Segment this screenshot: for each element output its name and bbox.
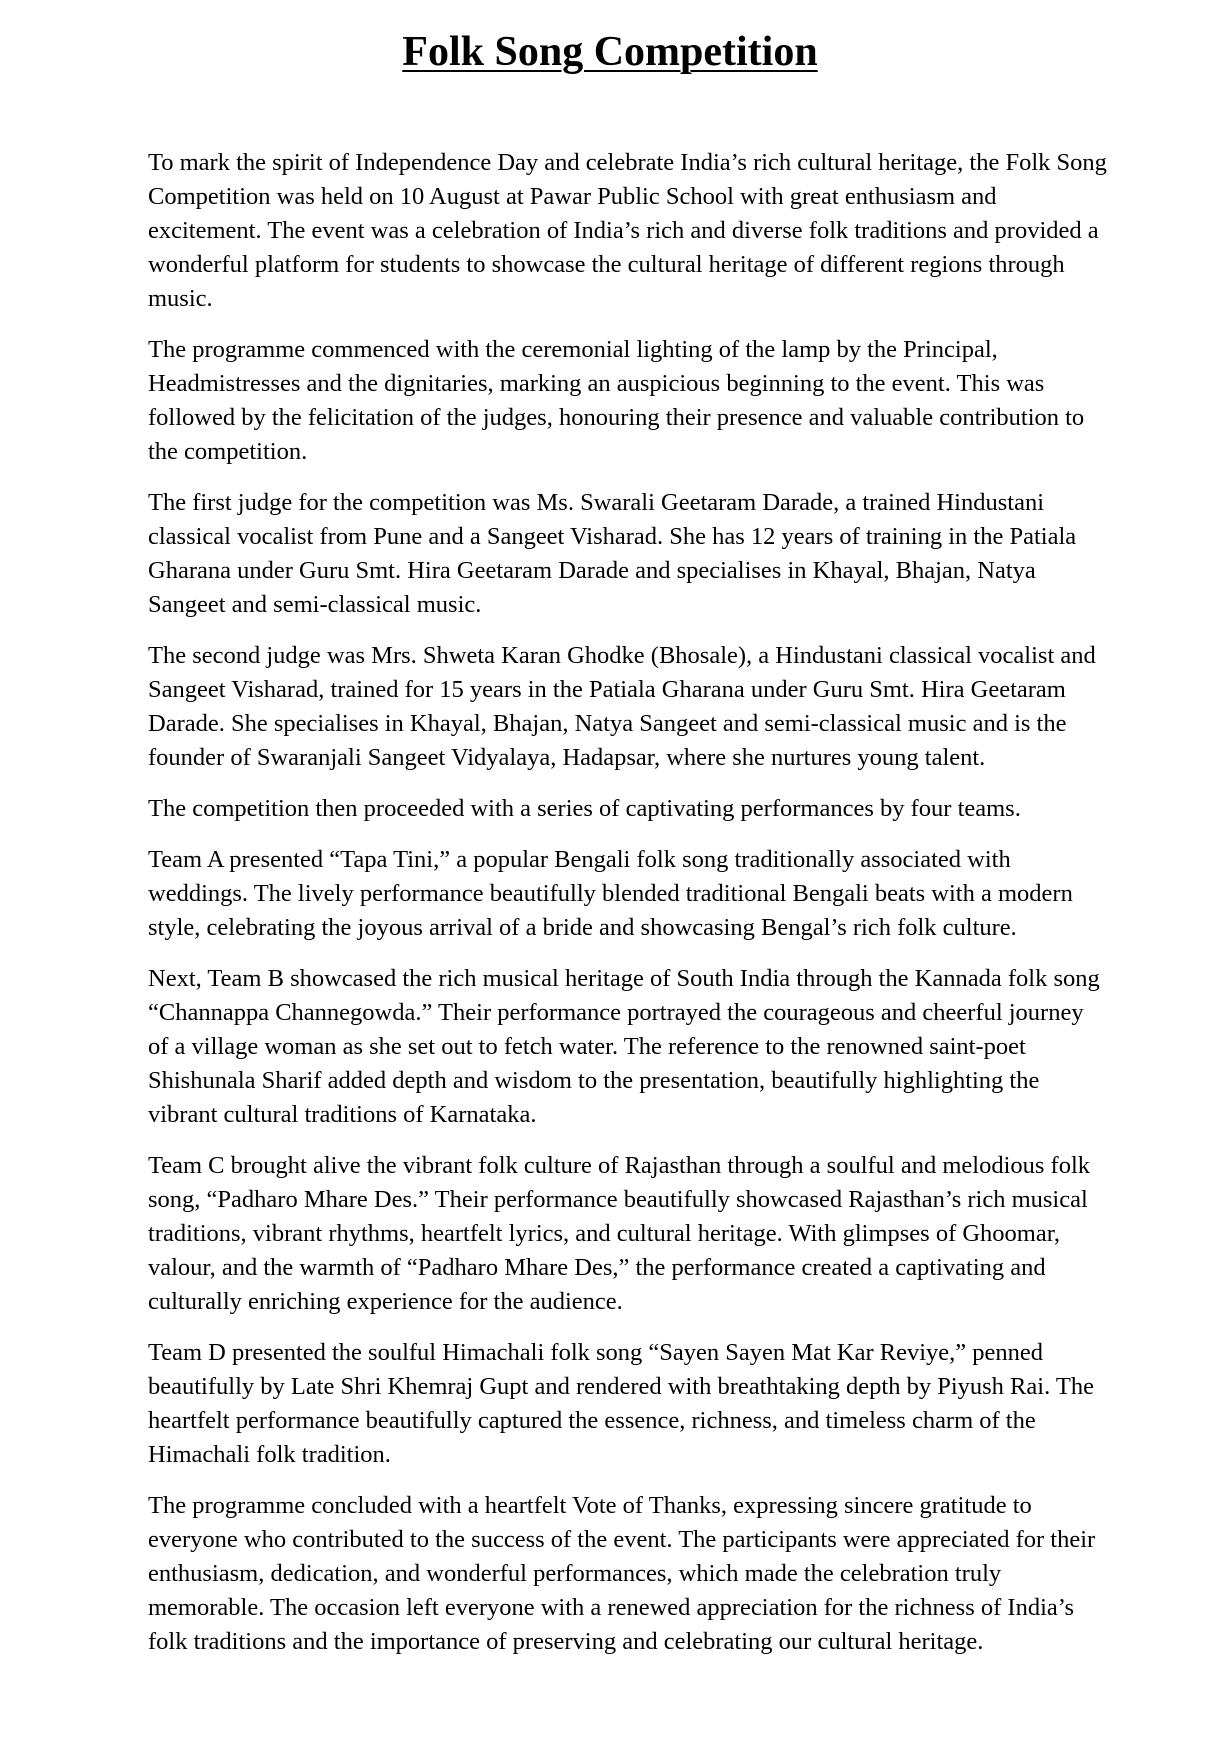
paragraph-team-c: Team C brought alive the vibrant folk culture of Rajasthan through a soulful and melodious folk song, “Padharo Mhare Des.” Their performance beautifully showcased Rajasthan’s rich musical traditions, vibrant rhythms, heartfelt lyrics, and cultural heritage. With glimpses of Ghoomar, valour, and the warmth of “Padharo Mhare Des,” the performance created a captivating and culturally enriching experience for the audience.	[148, 1152, 1091, 1315]
paragraph-first-judge: The first judge for the competition was Ms. Swarali Geetaram Darade, a trained Hindustani classical vocalist from Pune and a Sangeet Visharad. She has 12 years of training in the Patiala Gharana under Guru Smt. Hira Geetaram Darade and specialises in Khayal, Bhajan, Natya Sangeet and semi-classical music.	[148, 489, 1077, 618]
paragraph-conclusion: The programme concluded with a heartfelt Vote of Thanks, expressing sincere gratitude to everyone who contributed to the success of the event. The participants were appreciated for their enthusiasm, dedication, and wonderful performances, which made the celebration truly memorable. The occasion left everyone with a renewed appreciation for the richness of India’s folk traditions and the importance of preserving and celebrating our cultural heritage.	[148, 1492, 1096, 1655]
document-body	[148, 146, 1108, 1676]
paragraph-intro: To mark the spirit of Independence Day and celebrate India’s rich cultural heritage, the Folk Song Competition was held on 10 August at Pawar Public School with great enthusiasm and excitement. The event was a celebration of India’s rich and diverse folk traditions and provided a wonderful platform for students to showcase the cultural heritage of different regions through music.	[148, 149, 1107, 312]
paragraph-performances: The competition then proceeded with a series of captivating performances by four teams.	[148, 795, 1021, 822]
paragraph-team-b: Next, Team B showcased the rich musical heritage of South India through the Kannada folk song “Channappa Channegowda.” Their performance portrayed the courageous and cheerful journey of a village woman as she set out to fetch water. The reference to the renowned saint-poet Shishunala Sharif added depth and wisdom to the presentation, beautifully highlighting the vibrant cultural traditions of Karnataka.	[148, 965, 1100, 1128]
paragraph-second-judge: The second judge was Mrs. Shweta Karan Ghodke (Bhosale), a Hindustani classical vocalist and Sangeet Visharad, trained for 15 years in the Patiala Gharana under Guru Smt. Hira Geetaram Darade. She specialises in Khayal, Bhajan, Natya Sangeet and semi-classical music and is the founder of Swaranjali Sangeet Vidyalaya, Hadapsar, where she nurtures young talent.	[148, 642, 1096, 771]
paragraph-team-d: Team D presented the soulful Himachali folk song “Sayen Sayen Mat Kar Reviye,” penned beautifully by Late Shri Khemraj Gupt and rendered with breathtaking depth by Piyush Rai. The heartfelt performance beautifully captured the essence, richness, and timeless charm of the Himachali folk tradition.	[148, 1339, 1094, 1468]
paragraph-programme-start: The programme commenced with the ceremonial lighting of the lamp by the Principal, Headmistresses and the dignitaries, marking an auspicious beginning to the event. This was followed by the felicitation of the judges, honouring their presence and valuable contribution to the competition.	[148, 336, 1085, 465]
document-title: Folk Song Competition	[402, 29, 818, 75]
paragraph-team-a: Team A presented “Tapa Tini,” a popular Bengali folk song traditionally associated with weddings. The lively performance beautifully blended traditional Bengali beats with a modern style, celebrating the joyous arrival of a bride and showcasing Bengal’s rich folk culture.	[148, 846, 1073, 941]
